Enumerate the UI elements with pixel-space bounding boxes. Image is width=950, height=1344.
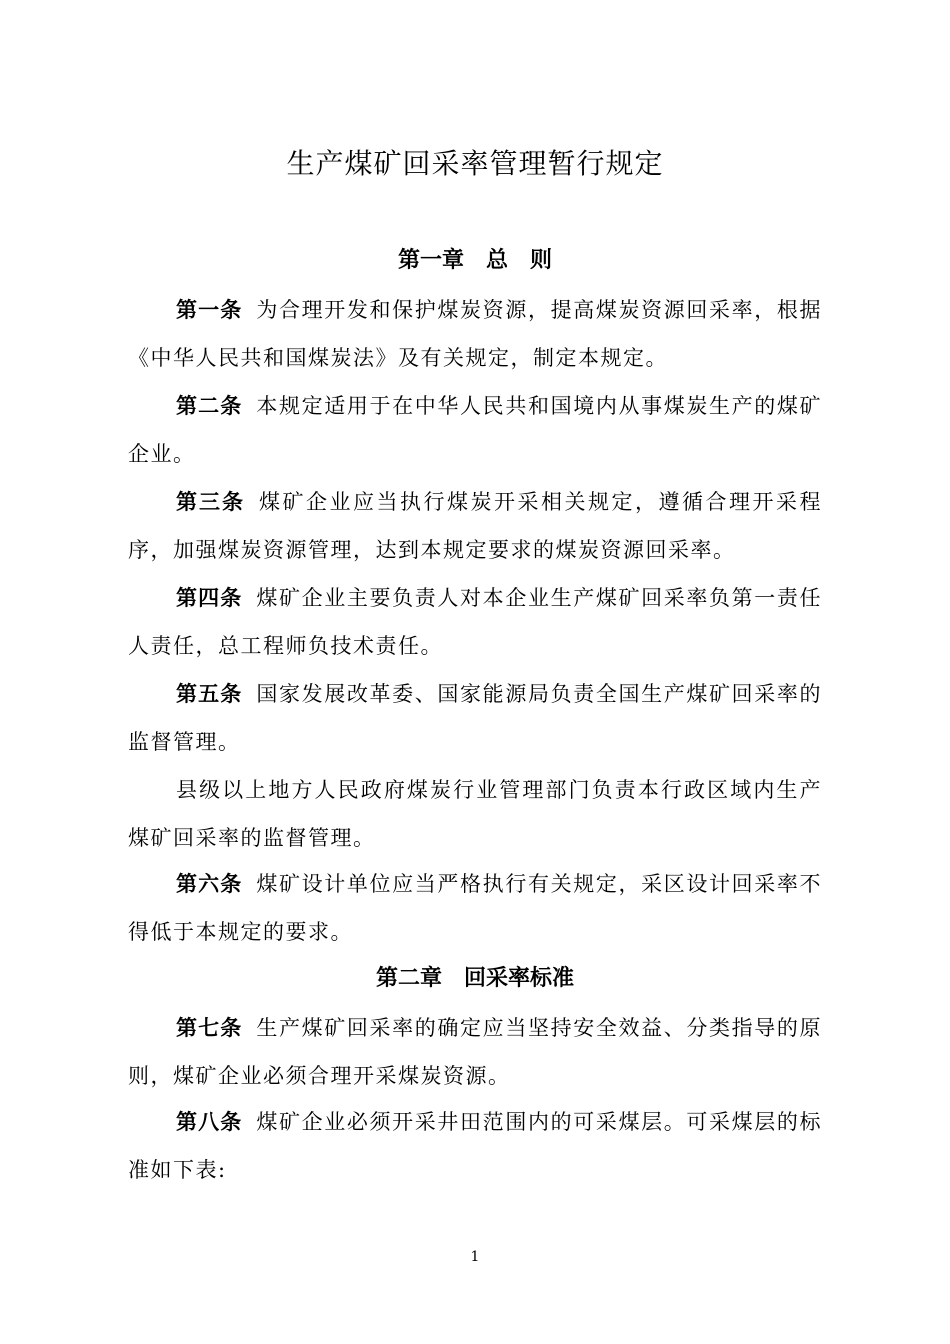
article-label: 第七条 [176,1016,243,1040]
article-7 [128,1004,822,1100]
article-6 [128,860,822,956]
article-label: 第三条 [176,490,245,514]
article-label: 第二条 [176,394,243,418]
article-text: 煤矿企业应当执行煤炭开采相关规定，遵循合理开采程序，加强煤炭资源管理，达到本规定要求的煤炭资源回采率。 [128,490,822,562]
article-text: 为合理开发和保护煤炭资源，提高煤炭资源回采率，根据《中华人民共和国煤炭法》及有关规定，制定本规定。 [128,298,822,370]
article-label: 第五条 [176,682,243,706]
article-text: 本规定适用于在中华人民共和国境内从事煤炭生产的煤矿企业。 [128,394,822,466]
article-text: 国家发展改革委、国家能源局负责全国生产煤矿回采率的监督管理。 [128,682,822,754]
article-1 [128,286,822,382]
article-text: 煤矿企业主要负责人对本企业生产煤矿回采率负第一责任人责任，总工程师负技术责任。 [128,586,822,658]
article-3 [128,478,822,574]
article-text: 生产煤矿回采率的确定应当坚持安全效益、分类指导的原则，煤矿企业必须合理开采煤炭资源。 [128,1016,822,1088]
article-8 [128,1098,822,1194]
page-number: 1 [470,1249,480,1265]
article-text: 煤矿企业必须开采井田范围内的可采煤层。可采煤层的标准如下表: [128,1110,822,1182]
article-5 [128,670,822,766]
article-2 [128,382,822,478]
chapter-heading-1: 第一章 总 则 [397,248,552,273]
article-label: 第四条 [176,586,243,610]
article-label: 第八条 [176,1110,243,1134]
chapter-heading-2: 第二章 回采率标准 [375,966,574,991]
article-label: 第六条 [176,872,243,896]
article-text: 煤矿设计单位应当严格执行有关规定，采区设计回采率不得低于本规定的要求。 [128,872,822,944]
document-title: 生产煤矿回采率管理暂行规定 [286,147,664,180]
article-4 [128,574,822,670]
article-5-continuation: 县级以上地方人民政府煤炭行业管理部门负责本行政区域内生产煤矿回采率的监督管理。 [128,778,822,850]
article-label: 第一条 [176,298,243,322]
